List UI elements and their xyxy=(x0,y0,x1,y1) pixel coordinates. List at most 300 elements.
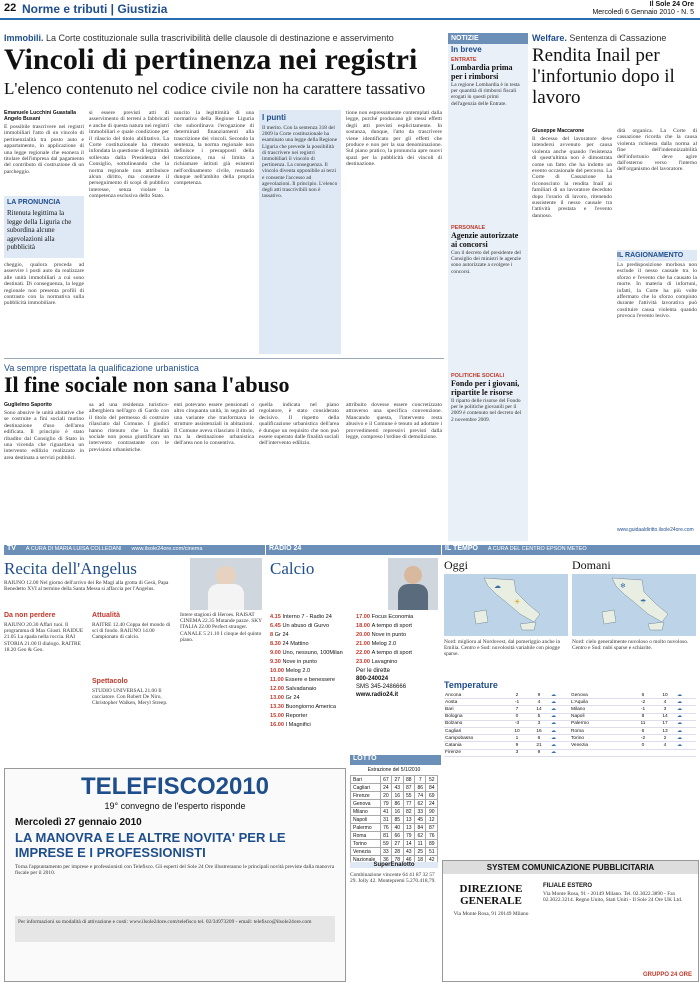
lotto-number: 86 xyxy=(415,784,426,792)
radio-schedule-item xyxy=(356,641,440,647)
meteo-label: IL TEMPO xyxy=(445,545,478,552)
radio-show: I Magnifici xyxy=(285,722,311,728)
lotto-number: 25 xyxy=(415,848,426,856)
temp-row xyxy=(444,706,696,713)
welfare-kicker xyxy=(532,33,697,43)
lotto-row xyxy=(351,832,438,840)
weather-icon: ☁ xyxy=(676,742,696,749)
radio-time: 23.00 xyxy=(356,659,372,665)
lotto-number: 85 xyxy=(392,816,403,824)
tv-credit: A CURA DI MARIA LUISA COLLEDANI xyxy=(25,546,122,552)
lotto-number: 27 xyxy=(392,840,403,848)
radio-schedule-item xyxy=(270,713,354,719)
pronuncia-text: Ritenuta legittima la legge della Liguria che subordina alcune agevolazioni alla pubblicità xyxy=(7,209,72,251)
radio-show: Melog 2.0 xyxy=(285,668,311,674)
temp-max: 3 xyxy=(528,720,550,727)
main-authors: Emanuele Lucchini Guastalla Angelo Busani xyxy=(4,110,77,122)
lotto-number: 76 xyxy=(426,832,438,840)
main-kicker-bold: Immobili. xyxy=(4,33,44,43)
lotto-number: 20 xyxy=(380,792,391,800)
radio-time: 12.00 xyxy=(270,686,286,692)
lotto-wheel: Palermo xyxy=(351,824,381,832)
second-body-col1: Sono abusive le unità abitative che se costruite a fini sociali mutino destinazione d'uso dell'area edificata. Il principio è stato ribadito dal Consiglio di Stato in una vicenda che riguardava un intervento edilizio realizzato in area destinata a servizi pubblici. xyxy=(4,410,84,461)
temp-city: Firenze xyxy=(444,749,506,756)
radio-show: Nove in punto xyxy=(371,632,407,638)
lotto-row xyxy=(351,824,438,832)
temp-min: 10 xyxy=(506,727,528,734)
lotto-row xyxy=(351,808,438,816)
entrate-text: La regione Lombardia è in testa per quantità di rimborsi fiscali erogati in questi primi dell'agenzia delle Entrate. xyxy=(451,82,520,107)
lotto-number: 84 xyxy=(415,824,426,832)
ragionamento-label: IL RAGIONAMENTO xyxy=(617,250,697,261)
radio-time: 13.00 xyxy=(270,695,286,701)
punti-title: I punti xyxy=(262,113,286,122)
main-body-col1b: cheggio, qualora proceda ad asservire i posti auto da realizzare alle unità immobiliari a cui sono destinati. Di conseguenza, la legge regionale non presenta profili di contrasto con la normativa sulla pubblicità immobiliare. xyxy=(4,262,84,307)
system-filiale: FILIALE ESTERO xyxy=(543,883,593,889)
radio-schedule-item xyxy=(270,641,354,647)
lotto-number: 81 xyxy=(380,832,391,840)
radio-time: 15.00 xyxy=(270,713,286,719)
lotto-number: 7 xyxy=(415,776,426,784)
weather-icon: ☁ xyxy=(676,720,696,727)
weather-icon xyxy=(676,749,696,756)
personale-title: Agenzie autorizzate ai concorsi xyxy=(451,231,519,249)
tv-intro: RAIUNO 12.00 Nel giorno dell'arrivo dei Re Magi alla grotta di Gesù, Papa Benedetto XVI al termine della Santa Messa si affaccia per l'Angelus. xyxy=(4,580,169,593)
welfare-body-col3: La predisposizione morbosa non esclude il nesso causale tra lo sforzo e l'evento che ha causato la morte. In materia di infortuni, infatti, la Corte ha più volte affermato che lo sforzo compiuto durante l'attività lavorativa può costituire causa violenta quando provoca l'evento lesivo. xyxy=(617,262,697,320)
weather-icon: ☁ xyxy=(676,692,696,699)
lotto-row xyxy=(351,776,438,784)
lotto-number: 77 xyxy=(403,800,414,808)
second-body-col4: quella indicata nel piano regolatore, è stato considerato decisivo. Il rispetto della qualificazione urbanistica dell'area è dunque un requisito che non può essere superato dalle finalità sociali dell'intervento edilizio. xyxy=(259,402,339,447)
radio-phone: 800-240024 xyxy=(356,676,389,682)
page-number: 22 xyxy=(4,2,17,14)
weather-icon: ☁ xyxy=(676,713,696,720)
radio-schedule-item xyxy=(270,695,354,701)
lotto-number: 89 xyxy=(426,840,438,848)
welfare-title: Rendita Inail per l'infortunio dopo il lavoro xyxy=(532,45,675,108)
radio-time: 9.00 xyxy=(270,650,283,656)
weather-icon: ☁ xyxy=(550,713,570,720)
temp-max xyxy=(654,749,676,756)
temp-min: 3 xyxy=(506,749,528,756)
temp-row xyxy=(444,713,696,720)
temp-city: Palermo xyxy=(570,720,632,727)
temp-max: 4 xyxy=(654,742,676,749)
second-kicker: Va sempre rispettata la qualificazione urbanistica xyxy=(4,363,199,373)
temp-city: Bari xyxy=(444,706,506,713)
meteo-tomorrow: Domani xyxy=(572,558,611,572)
tv-col2-title: Attualità xyxy=(92,612,120,619)
meteo-credit: A CURA DEL CENTRO EPSON METEO xyxy=(487,546,587,552)
radio-time: 8 xyxy=(270,632,275,638)
telefisco-sub: 19° convegno de l'esperto risponde xyxy=(104,801,246,811)
lotto-number: 78 xyxy=(392,856,403,864)
radio-show: Essere e benessere xyxy=(285,677,336,683)
lotto-number: 36 xyxy=(380,856,391,864)
radio-show: 24 Mattino xyxy=(282,641,309,647)
telefisco-ad[interactable] xyxy=(4,768,346,982)
publication-date: Mercoledì 6 Gennaio 2010 - N. 5 xyxy=(592,9,694,16)
temp-city: Aosta xyxy=(444,699,506,706)
lotto-wheel: Milano xyxy=(351,808,381,816)
temp-max: 21 xyxy=(528,742,550,749)
temp-city: Cagliari xyxy=(444,727,506,734)
radio-show: Salvadanaio xyxy=(285,686,317,692)
temp-row xyxy=(444,699,696,706)
lotto-number: 33 xyxy=(415,808,426,816)
lotto-wheel: Nazionale xyxy=(351,856,381,864)
meteo-bar xyxy=(442,545,700,555)
temp-min: -1 xyxy=(506,699,528,706)
lotto-number: 76 xyxy=(380,824,391,832)
meteo-today-text: Nord: migliora al Nordovest, dal pomeriggio anche in Emilia. Centro e Sud: nuvolosità variabile con piogge sparse. xyxy=(444,639,561,658)
second-author: Guglielmo Saporito xyxy=(4,402,52,408)
pronuncia-box xyxy=(4,196,84,258)
welfare-kicker-rest: Sentenza di Cassazione xyxy=(569,33,667,43)
temp-max: 2 xyxy=(654,735,676,742)
lotto-number: 24 xyxy=(426,800,438,808)
lotto-number: 13 xyxy=(403,816,414,824)
lotto-number: 51 xyxy=(426,848,438,856)
radio-show: A tempo di sport xyxy=(371,650,412,656)
lotto-number: 16 xyxy=(392,808,403,816)
radio-schedule-item xyxy=(270,650,354,656)
lotto-number: 87 xyxy=(403,784,414,792)
lotto-number: 79 xyxy=(380,800,391,808)
map-tomorrow-svg xyxy=(572,574,696,636)
radio-schedule-item xyxy=(270,677,354,683)
welfare-author: Giuseppe Maccarone xyxy=(532,128,585,134)
radio-schedule-item xyxy=(270,659,354,665)
system-direzione: DIREZIONE GENERALE xyxy=(459,883,523,907)
temp-min: -3 xyxy=(506,720,528,727)
lotto-number: 42 xyxy=(426,856,438,864)
radio-schedule-item xyxy=(356,623,440,629)
temp-city: Campobasso xyxy=(444,735,506,742)
temperature-table xyxy=(444,692,696,757)
temp-city: Bolzano xyxy=(444,720,506,727)
welfare-kicker-bold: Welfare. xyxy=(532,33,567,43)
lotto-number: 12 xyxy=(426,816,438,824)
radio-show: Focus Economia xyxy=(371,614,414,620)
lotto-number: 31 xyxy=(380,816,391,824)
main-kicker-rest: La Corte costituzionale sulla trascrivibilità delle clausole di destinazione e asservimento xyxy=(46,33,394,43)
telefisco-brand: TELEFISCO2010 xyxy=(80,773,270,800)
weather-icon: ☁ xyxy=(676,706,696,713)
weather-icon: ☁ xyxy=(550,749,570,756)
temp-min: 6 xyxy=(632,727,654,734)
lotto-number: 41 xyxy=(380,808,391,816)
radio-show: Uno, nessuno, 100Milan xyxy=(282,650,343,656)
pronuncia-label: LA PRONUNCIA xyxy=(7,199,61,206)
temp-min: 1 xyxy=(506,735,528,742)
tv-title: Recita dell'Angelus xyxy=(4,559,137,578)
radio-site[interactable]: www.radio24.it xyxy=(356,692,399,698)
radio-time: 4.15 xyxy=(270,614,283,620)
lotto-wheel: Roma xyxy=(351,832,381,840)
page-header xyxy=(0,0,700,20)
lotto-number: 18 xyxy=(415,856,426,864)
radio-schedule-item xyxy=(356,632,440,638)
second-body-col2: sa ad una residenza turistico-alberghiera nell'agro di Gardo con il titolo del permesso di costruire rilasciato dal Comune. I giudici hanno ritenuto che la finalità sociale non possa giustificare un intervento contrastante con le previsioni urbanistiche. xyxy=(89,402,169,453)
punti-text: Il merito. Con la sentenza 318 del 2009 la Corte costituzionale ha esaminato una legge della Regione Liguria che prevede la possibilità di trascrivere nei registri immobiliari il vincolo di pertinenza. La conseguenza. Il vincolo diventa opponibile ai terzi e consente l'accesso ad agevolazioni. Il principio. L'elenco degli atti trascrivibili non è tassativo. xyxy=(262,125,338,200)
radio-show: Reporter xyxy=(285,713,308,719)
temp-min: 0 xyxy=(632,742,654,749)
main-body-col2: si essere previsti atti di asservimento di terreni a fabbricati e anche di questa natura nei registri immobiliari e quale condizione per il rilascio del titolo abilitativo. La Corte costituzionale ha ritenuto infondata la questione di legittimità sollevata dalla Presidenza del Consiglio, sottolineando che la norma regionale non attribuisce alcun diritto, ma consente il perseguimento di scopi di pubblico interesse, senza violare la competenza esclusiva dello Stato. xyxy=(89,110,169,200)
lotto-number: 62 xyxy=(415,832,426,840)
welfare-link[interactable]: www.guidaaldiritto.ilsole24ore.com xyxy=(617,527,694,533)
radio-show: Un abuso di Gurvo xyxy=(282,623,330,629)
main-body-col1: È possibile trascrivere nei registri immobiliari l'atto di un vincolo di pertinenzialità tra posto auto e appartamento, in applicazione di una legge regionale che esonera il titolare dell'impresa dal pagamento del contributo di costruzione di un parcheggio. xyxy=(4,124,84,175)
lotto-number: 24 xyxy=(380,784,391,792)
tv-site: www.ilsole24ore.com/cinema xyxy=(131,546,203,552)
tv-col3-text: STUDIO UNIVERSAL 21.00 Il cacciatore. Con Robert De Niro, Christopher Walken, Meryl Streep. xyxy=(92,688,168,707)
temp-max: 14 xyxy=(654,713,676,720)
main-body-col3: sancito la legittimità di una normativa della Regione Liguria che subordinava l'erogazione di determinati finanziamenti alla trascrizione dei vincoli. Secondo la sentenza, la norma regionale non definisce i presupposti della trascrizione, ma si limita a richiamare istituti già esistenti nell'ordinamento civile, restando dunque nell'ambito della propria competenza. xyxy=(174,110,254,187)
lotto-row xyxy=(351,800,438,808)
welfare-body-col2: dità organica. La Corte di cassazione ricorda che la causa violenta richiesta dalla norma al fine dell'indennizzabilità dell'infortunio deve agire dall'esterno verso l'interno dell'organismo del lavoratore. xyxy=(617,128,697,173)
cloud-icon: ☁ xyxy=(494,582,501,590)
weather-icon: ☁ xyxy=(550,727,570,734)
tv-label: TV xyxy=(7,545,16,552)
temp-row xyxy=(444,742,696,749)
lotto-number: 16 xyxy=(392,792,403,800)
radio-time: 22.00 xyxy=(356,650,372,656)
second-body-col5: attribuito dovesse essere concretizzato attraverso una specifica convenzione. Mancando questa, l'intervento resta abusivo e il Comune è tenuto ad adottare i provvedimenti repressivi previsti dalla legge, compreso l'ordine di demolizione. xyxy=(346,402,442,441)
temp-min: -1 xyxy=(632,706,654,713)
lotto-number: 66 xyxy=(392,832,403,840)
lotto-number: 14 xyxy=(403,840,414,848)
temp-max: 9 xyxy=(528,749,550,756)
lotto-row xyxy=(351,840,438,848)
weather-icon: ☁ xyxy=(550,742,570,749)
publication-info xyxy=(592,1,694,17)
system-address: Via Monte Rosa, 91 20149 Milano xyxy=(453,911,529,917)
temp-min: 7 xyxy=(506,706,528,713)
sun-icon: ☀ xyxy=(514,598,521,606)
lotto-number: 87 xyxy=(426,824,438,832)
meteo-today: Oggi xyxy=(444,558,468,572)
radio-schedule-item xyxy=(270,704,354,710)
temp-min xyxy=(632,749,654,756)
superenalotto-text: Combinazione vincente 64 41 87 32 57 29. Jolly 42. Montepremi 5.270.418,79. xyxy=(350,872,436,885)
lotto-number: 52 xyxy=(426,776,438,784)
system-offices: Via Monte Rosa, 91 - 20149 Milano. Tel. 02.3022.3890 - Fax 02.3022.3214. Regno Unito, Stati Uniti - Il Sole 24 Ore UK Ltd. xyxy=(543,891,683,904)
lotto-row xyxy=(351,816,438,824)
lotto-number: 84 xyxy=(426,784,438,792)
temp-min: 9 xyxy=(506,742,528,749)
radio-show: A tempo di sport xyxy=(371,623,412,629)
temp-max: 6 xyxy=(528,735,550,742)
section-title: Norme e tributi | Giustizia xyxy=(22,2,168,16)
lotto-number: 46 xyxy=(403,856,414,864)
radio-time: 13.30 xyxy=(270,704,286,710)
radio-schedule-item xyxy=(270,722,354,728)
second-title: Il fine sociale non sana l'abuso xyxy=(4,372,290,397)
lotto-wheel: Venezia xyxy=(351,848,381,856)
temp-min: 11 xyxy=(632,720,654,727)
lotto-number: 45 xyxy=(415,816,426,824)
temp-city: Napoli xyxy=(570,713,632,720)
tv-col1-title: Da non perdere xyxy=(4,612,56,619)
radio-time: 6.45 xyxy=(270,623,283,629)
lotto-number: 11 xyxy=(415,840,426,848)
temp-city: Ancona xyxy=(444,692,506,699)
lotto-number: 33 xyxy=(380,848,391,856)
radio-schedule-item xyxy=(270,614,354,620)
radio-time: 11.00 xyxy=(270,677,286,683)
radio-time: 18.00 xyxy=(356,623,372,629)
lotto-number: 69 xyxy=(426,792,438,800)
temp-city: Catania xyxy=(444,742,506,749)
temp-row xyxy=(444,735,696,742)
lotto-number: 90 xyxy=(426,808,438,816)
lotto-number: 62 xyxy=(415,800,426,808)
lotto-draw: Estrazione del 5/1/2010 xyxy=(367,767,421,773)
temp-row xyxy=(444,727,696,734)
radio-show: Melog 2.0 xyxy=(371,641,397,647)
radio-phone-label: Per le dirette xyxy=(356,668,391,674)
radio-time: 21.00 xyxy=(356,641,372,647)
lotto-number: 27 xyxy=(392,776,403,784)
temp-max: 9 xyxy=(528,692,550,699)
radio-show: Gr 24 xyxy=(274,632,289,638)
temp-min: 0 xyxy=(506,713,528,720)
second-body-col3: enti potevano essere pensionati o altro cinquanta unità, in seguito ad una variante che trasformava le strutture assistenziali in abitazioni. Il Comune aveva rilasciato il titolo, ma la destinazione urbanistica dell'area non lo consentiva. xyxy=(174,402,254,447)
temp-city: Milano xyxy=(570,706,632,713)
temp-min: 2 xyxy=(506,692,528,699)
tv-col1-text: RAIUNO 20.30 Affari tuoi. Il programma di Max Giusti. RAIDUE 21.05 La spada nella roccia. RAI STORIA 21.00 Il dialogo. RAITRE 18.20 Geo & Geo. xyxy=(4,622,84,653)
temp-max: 3 xyxy=(654,706,676,713)
lotto-number: 28 xyxy=(392,848,403,856)
temp-title: Temperature xyxy=(444,680,498,690)
radio-time: 9.30 xyxy=(270,659,283,665)
radio-show: Lavagnino xyxy=(371,659,398,665)
weather-icon: ☁ xyxy=(676,735,696,742)
notizie-sub: In breve xyxy=(451,45,482,54)
lotto-number: 88 xyxy=(403,776,414,784)
radio-bar: RADIO 24 xyxy=(266,545,441,555)
radio-sms: SMS 345-2486666 xyxy=(356,684,407,690)
radio-title: Calcio xyxy=(270,559,315,578)
temp-max: 4 xyxy=(528,699,550,706)
temp-city xyxy=(570,749,632,756)
personale-label: PERSONALE xyxy=(451,225,486,231)
lotto-number: 67 xyxy=(380,776,391,784)
lotto-wheel: Genova xyxy=(351,800,381,808)
italy-map-tomorrow xyxy=(572,574,696,636)
temp-max: 14 xyxy=(528,706,550,713)
telefisco-contact: Per informazioni su modalità di attivazione e costi: www.ilsole24ore.com/telefisco tel. 02/34973209 - email: telefisco@ilsole24ore.com xyxy=(15,916,335,942)
lotto-row xyxy=(351,792,438,800)
lotto-number: 43 xyxy=(392,784,403,792)
weather-icon: ☁ xyxy=(550,720,570,727)
radio-show: Gr 24 xyxy=(285,695,300,701)
telefisco-headline: LA MANOVRA E LE ALTRE NOVITA' PER LE IMPRESE E I PROFESSIONISTI xyxy=(15,830,286,860)
system-group: GRUPPO 24 ORE xyxy=(642,972,692,978)
radio-schedule-item xyxy=(356,659,440,665)
radio-schedule-item xyxy=(270,668,354,674)
system-ad xyxy=(442,860,699,982)
map-today-svg xyxy=(444,574,568,636)
temp-city: Genova xyxy=(570,692,632,699)
main-title: Vincoli di pertinenza nei registri xyxy=(4,43,418,76)
lotto-number: 55 xyxy=(403,792,414,800)
radio-time: 8.30 xyxy=(270,641,283,647)
weather-icon: ☁ xyxy=(676,727,696,734)
temp-max: 4 xyxy=(654,699,676,706)
lotto-wheel: Cagliari xyxy=(351,784,381,792)
personale-text: Con il decreto del presidente del Consiglio dei ministri le agenzie sono autorizzate a svolgere i concorsi. xyxy=(451,250,522,275)
radio-schedule-item xyxy=(270,623,354,629)
telefisco-body: Torna l'appuntamento per imprese e professionisti con Telefisco. Gli esperti del Sole 24 Ore illustreranno le principali novità previste dalla manovra fiscale per il 2010. xyxy=(15,864,335,877)
weather-icon: ☁ xyxy=(550,699,570,706)
radio-show: Interno 7 - Radio 24 xyxy=(282,614,332,620)
temp-city: Bologna xyxy=(444,713,506,720)
weather-icon: ☁ xyxy=(550,692,570,699)
radio-show: Nove in punto xyxy=(282,659,317,665)
radio-schedule-item xyxy=(270,632,354,638)
temp-max: 5 xyxy=(528,713,550,720)
temp-max: 13 xyxy=(654,727,676,734)
punti-box xyxy=(259,110,341,354)
lotto-number: 13 xyxy=(403,824,414,832)
weather-icon: ☁ xyxy=(550,735,570,742)
lotto-number: 43 xyxy=(403,848,414,856)
superenalotto-label: SuperEnalotto xyxy=(350,862,438,868)
radio-time: 10.00 xyxy=(270,668,286,674)
temp-min: 6 xyxy=(632,692,654,699)
lotto-number: 82 xyxy=(403,808,414,816)
radio-schedule-item xyxy=(356,614,440,620)
lotto-number: 79 xyxy=(403,832,414,840)
politiche-text: Il riparto delle risorse del Fondo per le politiche giovanili per il 2009 è contenuto nel decreto del 2 novembre 2009. xyxy=(451,398,522,423)
temp-city: L'Aquila xyxy=(570,699,632,706)
temp-min: -2 xyxy=(632,735,654,742)
radio-time: 16.00 xyxy=(270,722,286,728)
welfare-body-col1: Il decesso del lavoratore deve intendersi avvenuto per causa violenta anche quando l'esistenza di quest'ultima non è dimostrata come un fatto che ha indotto un evento occasionale del percorso. La Corte di Cassazione ha riconosciuto la rendita Inail ai familiari di un lavoratore deceduto dopo l'orario di lavoro, ritenendo sussistente il nesso causale tra l'attività prestata e l'evento dannoso. xyxy=(532,136,612,219)
rain-icon: ☂ xyxy=(640,598,647,606)
meteo-tomorrow-text: Nord: cielo generalmente nuvoloso o molto nuvoloso. Centro e Sud: nubi sparse e schiarite. xyxy=(572,639,689,652)
tv-col2-text: RAITRE 12.40 Coppa del mondo di sci di fondo. RAIUNO 14.00 Campionato di calcio. xyxy=(92,622,171,641)
radio-time: 17.00 xyxy=(356,614,372,620)
temp-city: Roma xyxy=(570,727,632,734)
temp-max: 16 xyxy=(528,727,550,734)
snow-icon: ❄ xyxy=(620,582,626,590)
temp-max: 17 xyxy=(654,720,676,727)
temp-max: 10 xyxy=(654,692,676,699)
radio-schedule-item xyxy=(356,650,440,656)
entrate-label: ENTRATE xyxy=(451,57,477,63)
main-kicker xyxy=(4,33,444,43)
politiche-title: Fondo per i giovani, ripartite le risorse xyxy=(451,379,520,397)
lotto-table xyxy=(350,775,438,864)
system-title: SYSTEM COMUNICAZIONE PUBBLICITARIA xyxy=(443,861,698,874)
italy-map-today xyxy=(444,574,568,636)
temp-city: Torino xyxy=(570,735,632,742)
radio-photo xyxy=(388,558,438,610)
temp-min: 8 xyxy=(632,713,654,720)
radio-show: Buongiorno America xyxy=(285,704,336,710)
temp-row xyxy=(444,749,696,756)
divider xyxy=(4,358,444,359)
lotto-row xyxy=(351,848,438,856)
weather-icon: ☁ xyxy=(550,706,570,713)
tv-col4-text: Intere stagioni di Heroes. RAISAT CINEMA 22.35 Mutande pazze. SKY ITALIA 22.00 Perfect stranger. CANALE 5 21.10 I cinque del quinto piano. xyxy=(180,612,262,643)
main-subtitle: L'elenco contenuto nel codice civile non ha carattere tassativo xyxy=(4,79,426,98)
lotto-row xyxy=(351,784,438,792)
publication-name: Il Sole 24 Ore xyxy=(649,1,694,8)
